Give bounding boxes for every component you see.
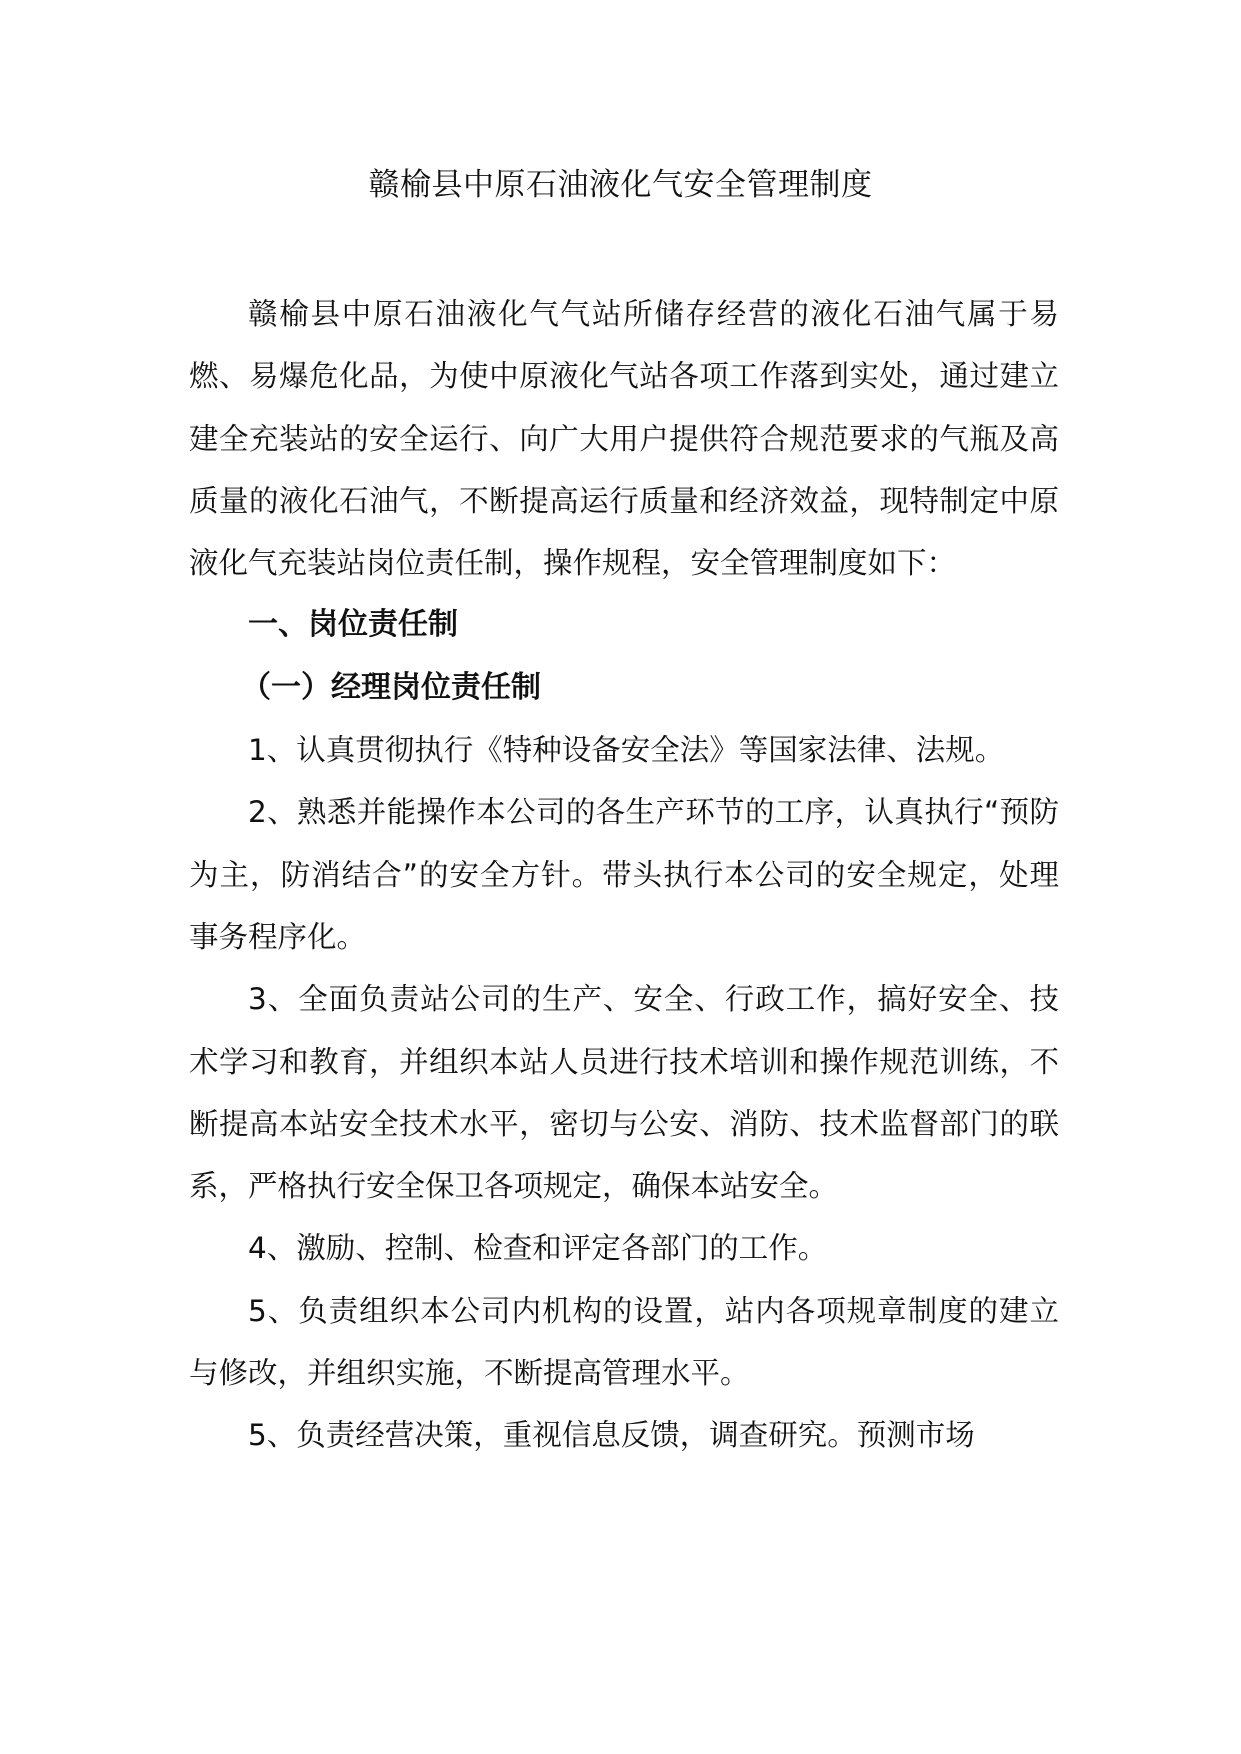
list-item: 5、负责经营决策，重视信息反馈，调查研究。预测市场 — [248, 1418, 975, 1453]
list-item: 4、激励、控制、检查和评定各部门的工作。 — [248, 1231, 828, 1266]
document-title: 赣榆县中原石油液化气安全管理制度 — [368, 167, 873, 203]
list-item: 2、熟悉并能操作本公司的各生产环节的工序，认真执行“预防为主，防消结合”的安全方针。带头执行本公司的安全规定，处理事务程序化。 — [189, 795, 1059, 954]
list-item: 3、全面负责站公司的生产、安全、行政工作，搞好安全、技术学习和教育，并组织本站人员进行技术培训和操作规范训练，不断提高本站安全技术水平，密切与公安、消防、技术监督部门的联系，严格执行安全保卫各项规定，确保本站安全。 — [189, 982, 1059, 1204]
list-item: 5、负责组织本公司内机构的设置，站内各项规章制度的建立与修改，并组织实施，不断提高管理水平。 — [189, 1293, 1059, 1391]
section-heading: 一、岗位责任制 — [248, 607, 458, 643]
intro-paragraph: 赣榆县中原石油液化气气站所储存经营的液化石油气属于易燃、易爆危化品，为使中原液化气站各项工作落到实处，通过建立建全充装站的安全运行、向广大用户提供符合规范要求的气瓶及高质量的液化石油气，不断提高运行质量和经济效益，现特制定中原液化气充装站岗位责任制，操作规程，安全管理制度如下： — [189, 297, 1059, 581]
subsection-heading: （一）经理岗位责任制 — [241, 669, 541, 705]
list-item: 1、认真贯彻执行《特种设备安全法》等国家法律、法规。 — [248, 733, 1005, 768]
document-body — [189, 283, 1059, 1467]
